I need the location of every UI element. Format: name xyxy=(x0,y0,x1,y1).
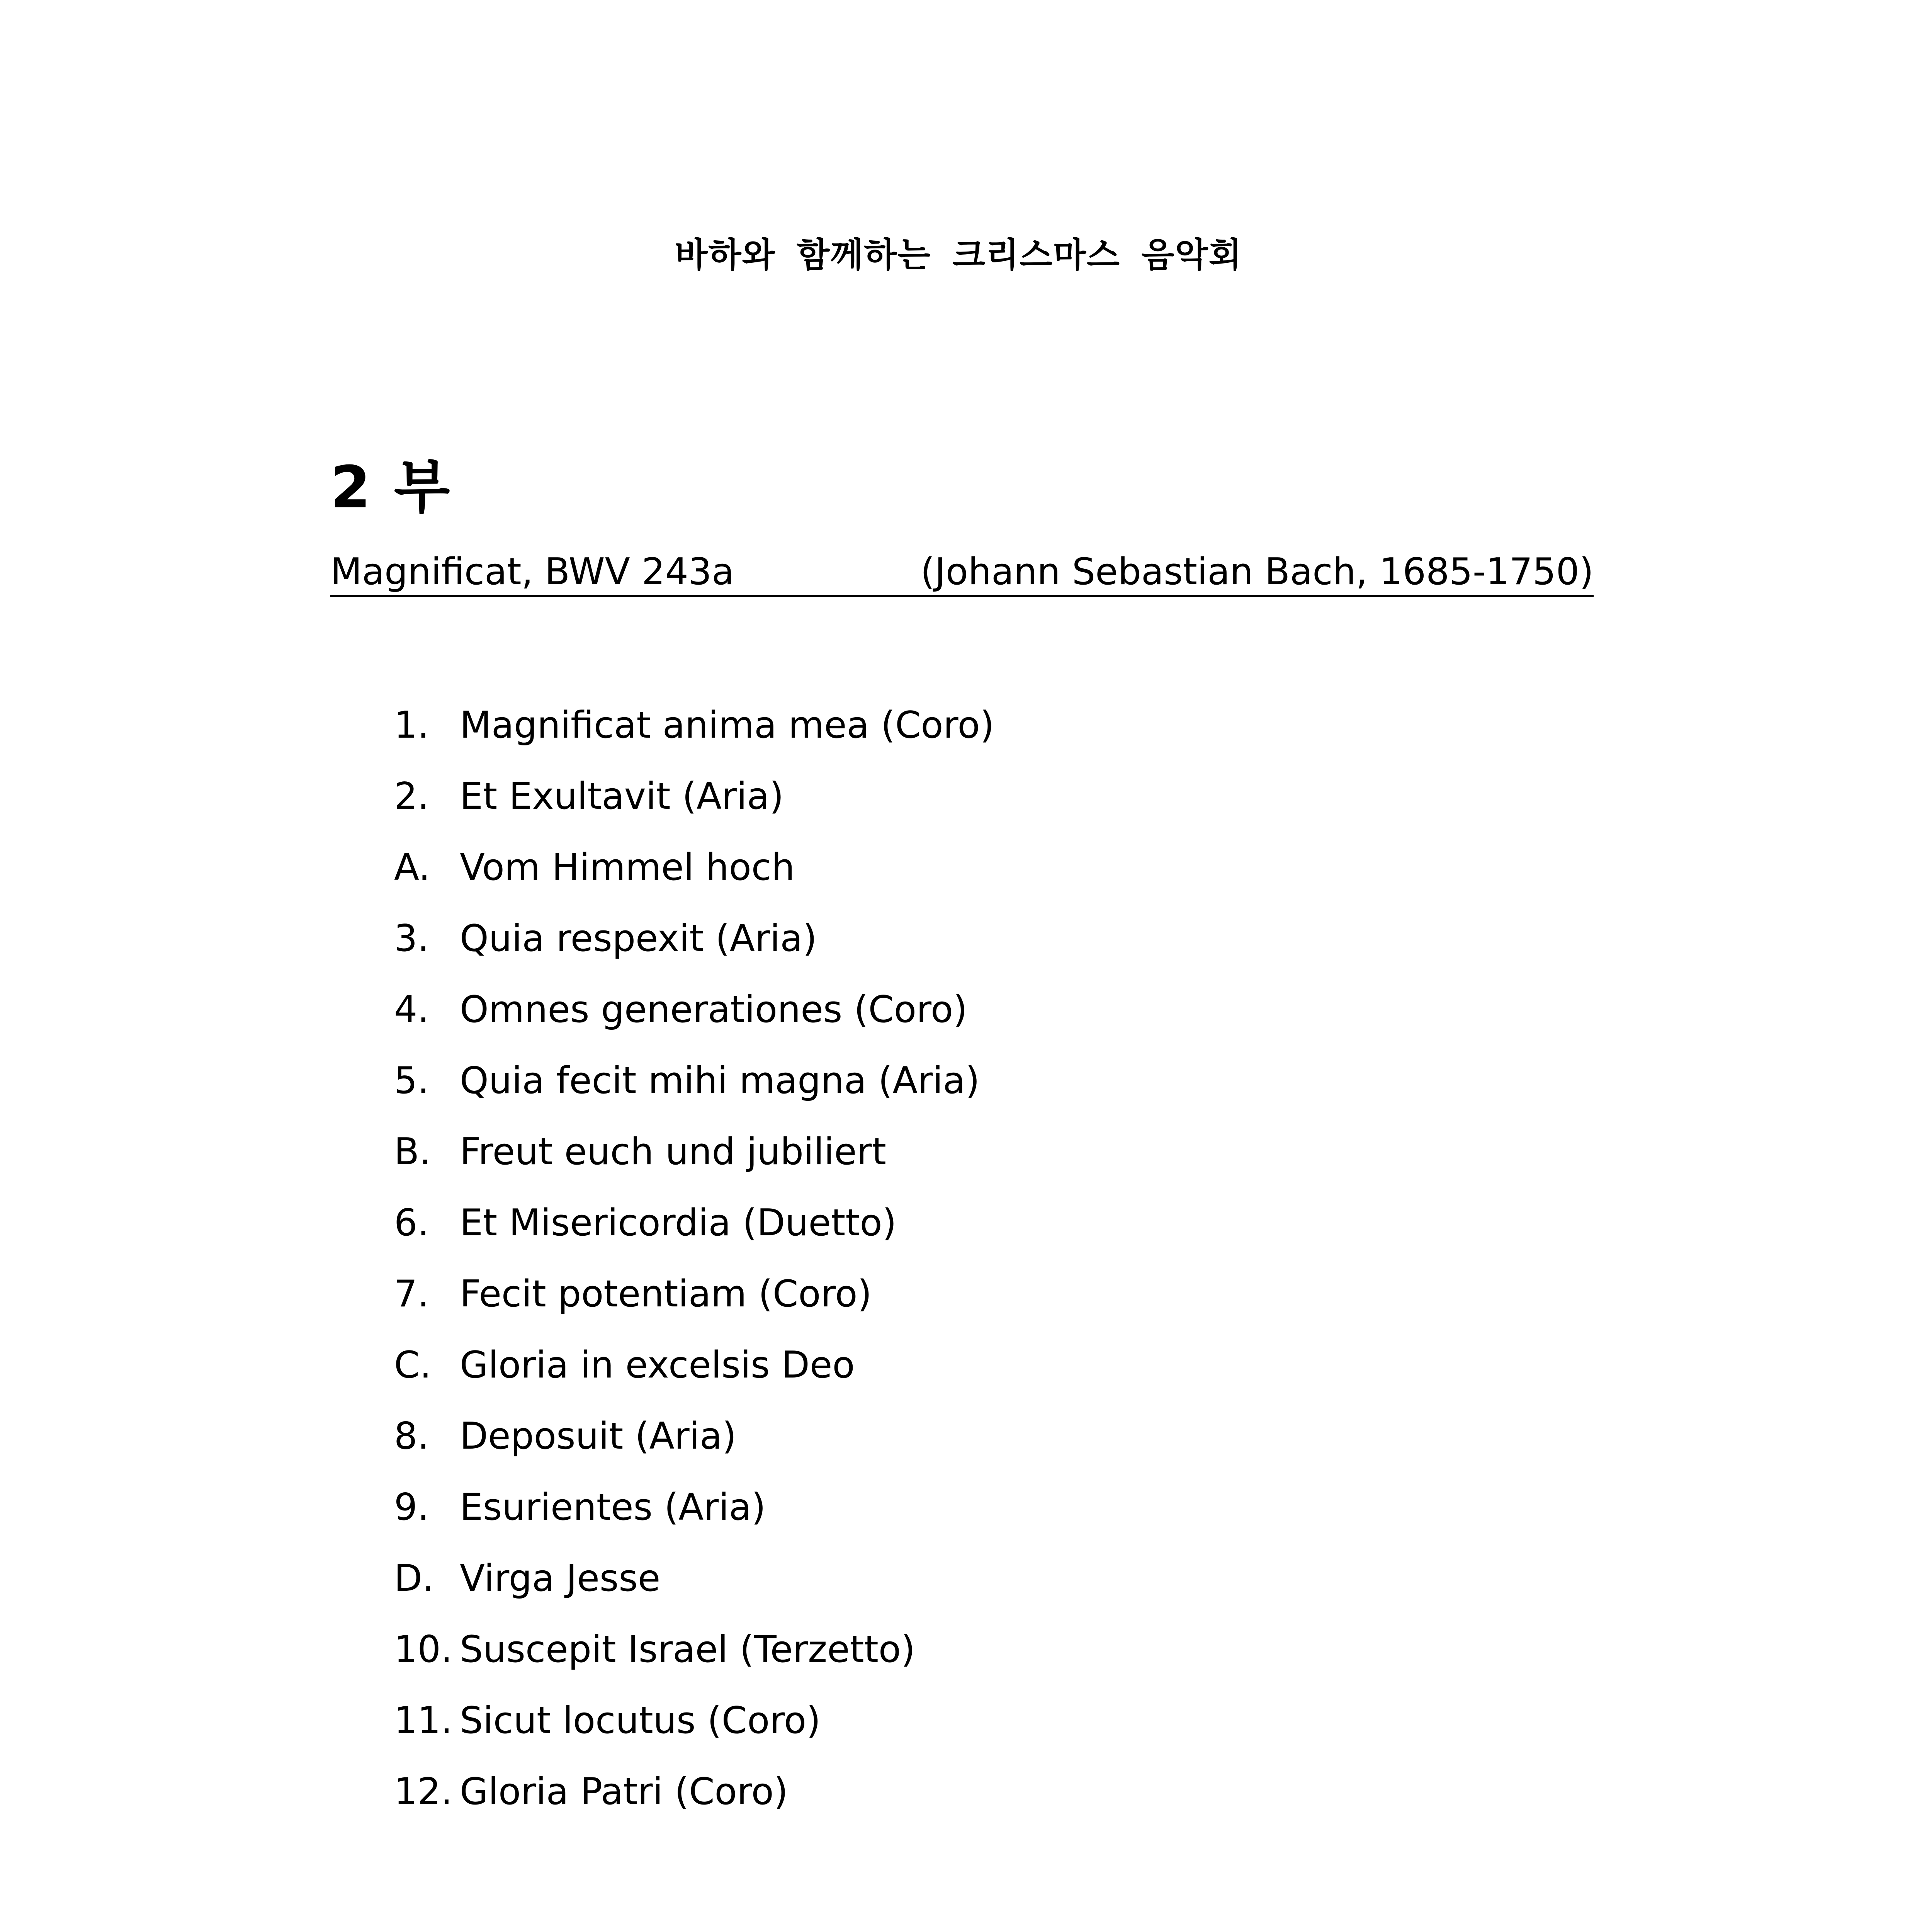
item-number: 7. xyxy=(394,1273,429,1315)
item-label: Omnes generationes (Coro) xyxy=(460,988,968,1031)
item-label: Et Misericordia (Duetto) xyxy=(460,1202,897,1244)
item-number: 1. xyxy=(394,704,429,747)
item-label: Esurientes (Aria) xyxy=(460,1486,766,1529)
item-label: Virga Jesse xyxy=(460,1557,661,1600)
item-number: 8. xyxy=(394,1415,429,1458)
part-heading: 2 부 xyxy=(330,454,452,521)
item-number: 6. xyxy=(394,1202,429,1244)
item-number: 2. xyxy=(394,775,429,818)
item-label: Deposuit (Aria) xyxy=(460,1415,737,1458)
item-number: 4. xyxy=(394,988,429,1031)
item-number: D. xyxy=(394,1557,434,1600)
item-number: 10. xyxy=(394,1628,453,1671)
item-number: C. xyxy=(394,1344,432,1386)
item-number: 12. xyxy=(394,1770,453,1813)
item-label: Sicut locutus (Coro) xyxy=(460,1699,821,1742)
item-number: 5. xyxy=(394,1060,429,1102)
item-label: Vom Himmel hoch xyxy=(460,846,795,889)
item-label: Freut euch und jubiliert xyxy=(460,1131,886,1173)
item-number: 11. xyxy=(394,1699,453,1742)
page-title: 바하와 함께하는 크리스마스 음악회 xyxy=(675,235,1242,275)
item-number: A. xyxy=(394,846,430,889)
composer-credit: (Johann Sebastian Bach, 1685-1750) xyxy=(920,551,1594,593)
item-label: Et Exultavit (Aria) xyxy=(460,775,784,818)
item-label: Magnificat anima mea (Coro) xyxy=(460,704,994,747)
item-label: Quia fecit mihi magna (Aria) xyxy=(460,1060,980,1102)
item-number: 9. xyxy=(394,1486,429,1529)
item-number: 3. xyxy=(394,917,429,960)
item-label: Gloria in excelsis Deo xyxy=(460,1344,855,1386)
section-header-magnificat xyxy=(330,549,1594,597)
item-label: Fecit potentiam (Coro) xyxy=(460,1273,872,1315)
item-label: Suscepit Israel (Terzetto) xyxy=(460,1628,916,1671)
item-number: B. xyxy=(394,1131,431,1173)
work-title: Magnificat, BWV 243a xyxy=(330,551,734,593)
item-label: Gloria Patri (Coro) xyxy=(460,1770,788,1813)
item-label: Quia respexit (Aria) xyxy=(460,917,817,960)
